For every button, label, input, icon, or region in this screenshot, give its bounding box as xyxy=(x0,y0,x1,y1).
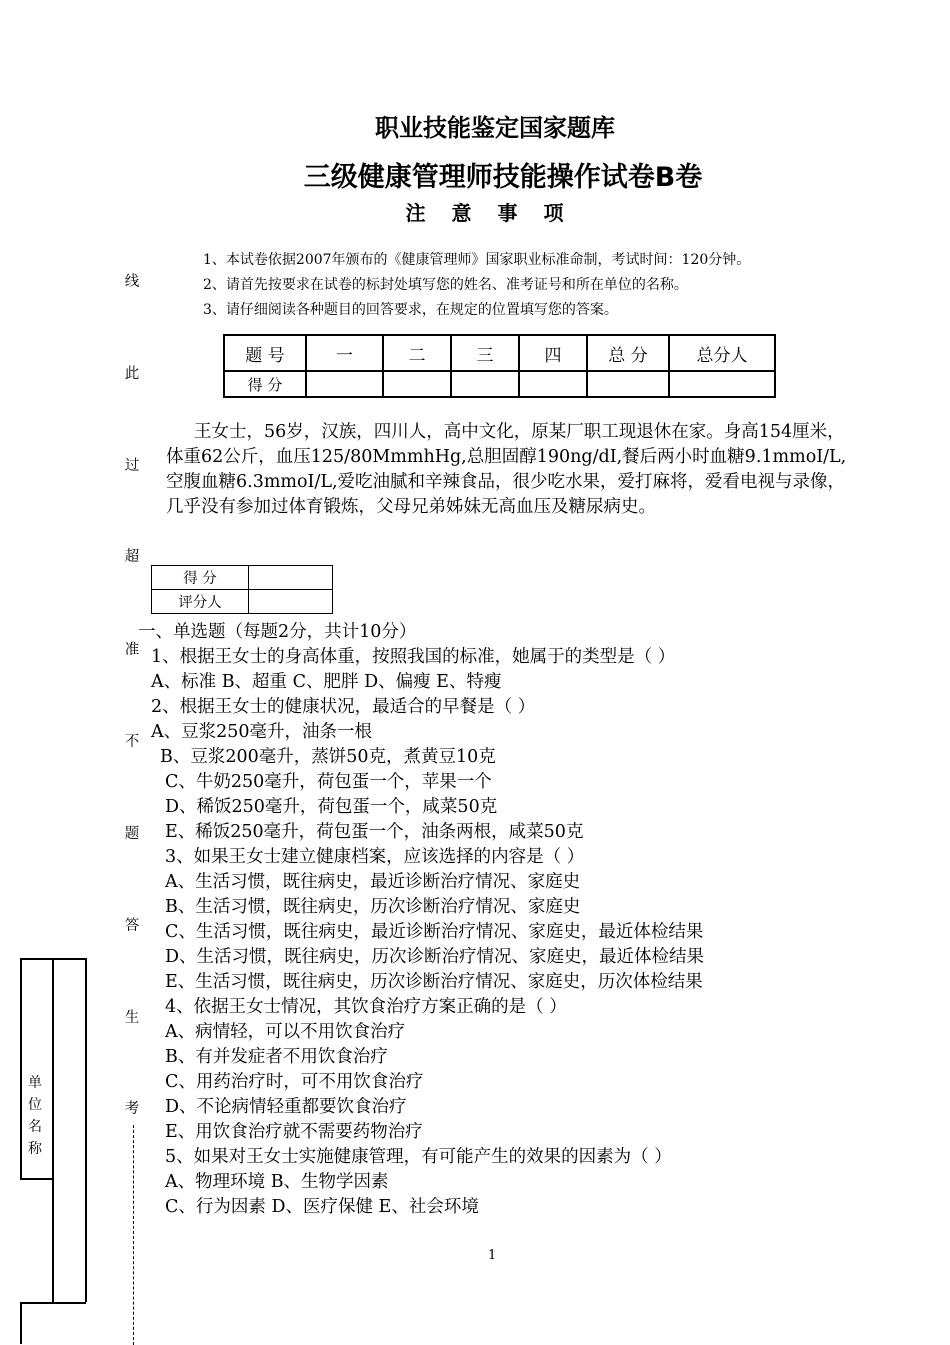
question-2-option-d: D、稀饭250毫升，荷包蛋一个，咸菜50克 xyxy=(165,797,498,817)
question-3-option-d: D、生活习惯，既往病史，历次诊断治疗情况、家庭史，最近体检结果 xyxy=(165,947,705,967)
margin-char: 准 xyxy=(124,642,140,658)
notice-item-2: 2、请首先按要求在试卷的标封处填写您的姓名、准考证号和所在单位的名称。 xyxy=(203,277,688,293)
margin-char: 生 xyxy=(124,1010,140,1026)
question-2-option-e: E、稀饭250毫升，荷包蛋一个，油条两根，咸菜50克 xyxy=(165,822,584,842)
question-2-option-a: A、豆浆250毫升，油条一根 xyxy=(151,722,373,742)
exam-bank-title: 职业技能鉴定国家题库 xyxy=(375,114,615,142)
question-2-option-b: B、豆浆200毫升，蒸饼50克，煮黄豆10克 xyxy=(160,747,496,767)
question-4: 4、依据王女士情况，其饮食治疗方案正确的是（ ） xyxy=(165,997,567,1017)
margin-char: 此 xyxy=(124,366,140,382)
question-5: 5、如果对王女士实施健康管理，有可能产生的效果的因素为（ ） xyxy=(165,1147,672,1167)
binding-box-left-edge xyxy=(20,958,22,1178)
seal-dashed-line xyxy=(133,1125,134,1345)
score-input-cell[interactable] xyxy=(669,371,775,397)
exam-paper-title: 三级健康管理师技能操作试卷B卷 xyxy=(303,162,703,193)
grader-name-cell[interactable] xyxy=(249,590,333,614)
score-header-cell: 四 xyxy=(519,335,587,371)
question-4-option-a: A、病情轻，可以不用饮食治疗 xyxy=(165,1022,406,1042)
score-input-cell[interactable] xyxy=(587,371,669,397)
binding-box-right-edge xyxy=(85,958,87,1302)
page-number: 1 xyxy=(488,1248,497,1263)
notice-heading: 注意事项 xyxy=(405,201,590,225)
score-input-cell[interactable] xyxy=(383,371,451,397)
binding-box-divider xyxy=(52,958,54,1302)
score-input-cell[interactable] xyxy=(451,371,519,397)
question-1: 1、根据王女士的身高体重，按照我国的标准，她属于的类型是（ ） xyxy=(151,647,676,667)
notice-item-3: 3、请仔细阅读各种题目的回答要求，在规定的位置填写您的答案。 xyxy=(203,302,618,318)
question-3: 3、如果王女士建立健康档案，应该选择的内容是（ ） xyxy=(165,847,585,867)
score-header-cell: 三 xyxy=(451,335,519,371)
binding-box-lower-left xyxy=(20,1302,22,1344)
margin-char: 线 xyxy=(124,274,140,290)
question-3-option-e: E、生活习惯，既往病史，历次诊断治疗情况、家庭史，历次体检结果 xyxy=(165,972,703,992)
score-header-cell: 题 号 xyxy=(224,335,306,371)
margin-char: 考 xyxy=(124,1101,140,1117)
score-header-cell: 二 xyxy=(383,335,451,371)
question-4-option-c: C、用药治疗时，可不用饮食治疗 xyxy=(165,1072,424,1092)
grader-table xyxy=(151,565,333,614)
case-description: 王女士，56岁，汉族，四川人，高中文化，原某厂职工现退休在家。身高154厘米，体重62公斤，血压125/80MmmhHg,总胆固醇190ng/dI,餐后两小时血糖9.1mmoI/L,空腹血糖6.3mmoI/L,爱吃油腻和辛辣食品，很少吃水果，爱打麻将，爱看电视与录像，几乎没有参加过体育锻炼，父母兄弟姊妹无高血压及糖尿病史。 xyxy=(166,422,847,517)
grader-score-cell[interactable] xyxy=(249,566,333,590)
question-3-option-c: C、生活习惯，既往病史，最近诊断治疗情况、家庭史，最近体检结果 xyxy=(165,922,704,942)
question-4-option-e: E、用饮食治疗就不需要药物治疗 xyxy=(165,1122,423,1142)
score-header-cell: 总分人 xyxy=(669,335,775,371)
question-4-option-b: B、有并发症者不用饮食治疗 xyxy=(165,1047,388,1067)
question-5-options-ab: A、物理环境 B、生物学因素 xyxy=(165,1172,389,1192)
margin-char: 超 xyxy=(124,549,140,565)
margin-char: 题 xyxy=(124,826,140,842)
question-2-option-c: C、牛奶250毫升，荷包蛋一个，苹果一个 xyxy=(165,772,492,792)
question-3-option-b: B、生活习惯，既往病史，历次诊断治疗情况、家庭史 xyxy=(165,897,581,917)
score-header-cell: 一 xyxy=(306,335,383,371)
score-header-cell: 总 分 xyxy=(587,335,669,371)
margin-char: 不 xyxy=(124,734,140,750)
binding-box-bottom-edge xyxy=(20,1178,53,1180)
grader-score-label: 得 分 xyxy=(152,566,249,590)
question-3-option-a: A、生活习惯，既往病史，最近诊断治疗情况、家庭史 xyxy=(165,872,581,892)
question-4-option-d: D、不论病情轻重都要饮食治疗 xyxy=(165,1097,407,1117)
grader-name-label: 评分人 xyxy=(152,590,249,614)
score-row-label: 得 分 xyxy=(224,371,306,397)
binding-box-lower-edge xyxy=(20,1302,86,1304)
question-2: 2、根据王女士的健康状况，最适合的早餐是（ ） xyxy=(151,697,536,717)
margin-char: 答 xyxy=(124,918,140,934)
score-input-cell[interactable] xyxy=(519,371,587,397)
question-1-options: A、标准 B、超重 C、肥胖 D、偏瘦 E、特瘦 xyxy=(151,672,502,692)
score-summary-table xyxy=(223,334,776,398)
unit-name-label: 单位名称 xyxy=(28,1075,42,1157)
notice-item-1: 1、本试卷依据2007年颁布的《健康管理师》国家职业标准命制，考试时间：120分钟。 xyxy=(203,252,751,268)
score-input-cell[interactable] xyxy=(306,371,383,397)
margin-char: 过 xyxy=(124,458,140,474)
section-title: 一、单选题（每题2分，共计10分） xyxy=(138,622,417,642)
question-5-options-cde: C、行为因素 D、医疗保健 E、社会环境 xyxy=(165,1197,479,1217)
